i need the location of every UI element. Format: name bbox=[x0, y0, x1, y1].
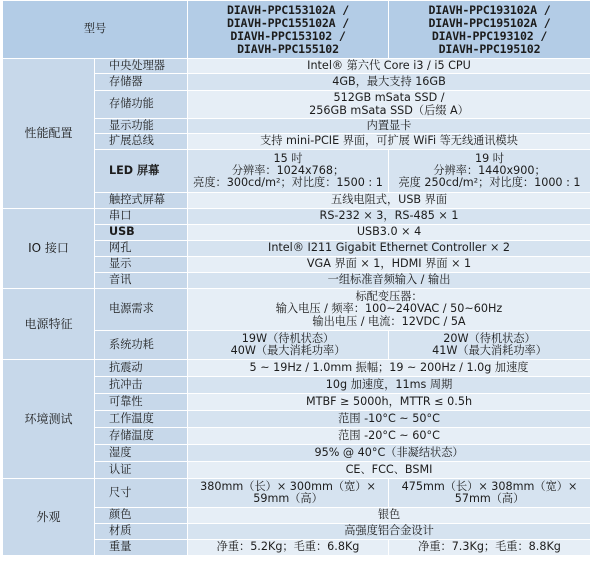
spec-label: 尺寸 bbox=[95, 479, 188, 508]
category-io: IO 接口 bbox=[3, 209, 95, 289]
spec-value-left bbox=[188, 479, 389, 508]
spec-label: 网孔 bbox=[95, 241, 188, 257]
spec-value: 5 ~ 19Hz / 1.0mm 振幅；19 ~ 200Hz / 1.0g 加速度 bbox=[188, 360, 591, 377]
spec-value: USB3.0 × 4 bbox=[188, 225, 591, 241]
category-appearance: 外观 bbox=[3, 479, 95, 556]
spec-value: 内置显卡 bbox=[188, 119, 591, 134]
spec-value: 支持 mini-PCIE 界面，可扩展 WiFi 等无线通讯模块 bbox=[188, 134, 591, 150]
spec-label: 串口 bbox=[95, 209, 188, 225]
spec-value-right bbox=[389, 331, 591, 360]
spec-value bbox=[188, 91, 591, 119]
spec-line: 19W（待机状态） bbox=[241, 331, 335, 345]
spec-line: 57mm（高） bbox=[454, 492, 525, 505]
spec-value: Intel® I211 Gigabit Ethernet Controller × 2 bbox=[188, 241, 591, 257]
spec-value bbox=[188, 289, 591, 331]
spec-line: 475mm（长）× 308mm（宽）× bbox=[401, 479, 578, 493]
spec-label: 颜色 bbox=[95, 508, 188, 524]
spec-label: 中央处理器 bbox=[95, 59, 188, 74]
spec-label: 显示功能 bbox=[95, 119, 188, 134]
spec-value: 高强度铝合金设计 bbox=[188, 524, 591, 540]
model-name: DIAVH-PPC193102 / bbox=[431, 28, 548, 43]
spec-label: 电源需求 bbox=[95, 289, 188, 331]
spec-value: 95% @ 40°C（非凝结状态） bbox=[188, 445, 591, 462]
category-power: 电源特征 bbox=[3, 289, 95, 360]
spec-value: 10g 加速度，11ms 周期 bbox=[188, 377, 591, 394]
spec-label: 系统功耗 bbox=[95, 331, 188, 360]
spec-value: 范围 -20°C ~ 60°C bbox=[188, 428, 591, 445]
spec-label: USB bbox=[95, 225, 188, 241]
spec-line: 41W（最大消耗功率） bbox=[432, 344, 547, 357]
spec-value: VGA 界面 × 1，HDMI 界面 × 1 bbox=[188, 257, 591, 273]
spec-label: 认证 bbox=[95, 462, 188, 479]
spec-line: 512GB mSata SSD / bbox=[333, 91, 445, 105]
spec-line: 亮度：300cd/m²；对比度：1500 : 1 bbox=[193, 176, 383, 190]
spec-label: 存储器 bbox=[95, 74, 188, 91]
spec-label: 抗震动 bbox=[95, 360, 188, 377]
spec-label: 扩展总线 bbox=[95, 134, 188, 150]
model-name: DIAVH-PPC153102A / bbox=[226, 2, 350, 17]
spec-line: 标配变压器： bbox=[355, 290, 423, 304]
spec-line: 分辨率：1440x900； bbox=[433, 163, 546, 177]
spec-label: 材质 bbox=[95, 524, 188, 540]
spec-line: 40W（最大消耗功率） bbox=[230, 344, 346, 357]
spec-row bbox=[3, 479, 591, 508]
spec-value-right: 净重：7.3Kg；毛重：8.8Kg bbox=[389, 540, 591, 556]
spec-line: 380mm（长）× 300mm（宽）× bbox=[200, 479, 376, 493]
header-row bbox=[3, 1, 591, 59]
spec-line: 256GB mSata SSD（后缀 A） bbox=[309, 103, 469, 117]
spec-label: 工作温度 bbox=[95, 411, 188, 428]
spec-value: 一组标准音频输入 / 输出 bbox=[188, 273, 591, 289]
spec-value-right bbox=[389, 479, 591, 508]
spec-label: 存储温度 bbox=[95, 428, 188, 445]
spec-value: 范围 -10°C ~ 50°C bbox=[188, 411, 591, 428]
model-name: DIAVH-PPC195102 bbox=[438, 41, 541, 56]
spec-value: 银色 bbox=[188, 508, 591, 524]
spec-line: 15 吋 bbox=[273, 151, 303, 165]
spec-value: RS-232 × 3，RS-485 × 1 bbox=[188, 209, 591, 225]
spec-value-right bbox=[389, 150, 591, 193]
model-name: DIAVH-PPC155102A / bbox=[226, 15, 350, 30]
spec-row bbox=[3, 59, 591, 74]
model-label: 型号 bbox=[3, 1, 188, 59]
models-left bbox=[188, 1, 389, 59]
spec-label: 显示 bbox=[95, 257, 188, 273]
spec-label: 抗冲击 bbox=[95, 377, 188, 394]
spec-row bbox=[3, 289, 591, 331]
spec-line: 输出电压 / 电流：12VDC / 5A bbox=[312, 314, 466, 328]
spec-line: 19 吋 bbox=[475, 151, 504, 165]
models-right bbox=[389, 1, 591, 59]
category-environment: 环境测试 bbox=[3, 360, 95, 479]
model-name: DIAVH-PPC153102 / bbox=[230, 28, 346, 43]
spec-label: 重量 bbox=[95, 540, 188, 556]
model-name: DIAVH-PPC193102A / bbox=[428, 2, 551, 17]
spec-label: 可靠性 bbox=[95, 394, 188, 411]
spec-value: MTBF ≥ 5000h，MTTR ≤ 0.5h bbox=[188, 394, 591, 411]
spec-table bbox=[2, 0, 591, 556]
spec-value-left bbox=[188, 150, 389, 193]
spec-label: 音讯 bbox=[95, 273, 188, 289]
spec-value: 五线电阻式，USB 界面 bbox=[188, 193, 591, 209]
spec-line: 分辨率：1024x768； bbox=[231, 163, 345, 177]
spec-value: CE、FCC、BSMI bbox=[188, 462, 591, 479]
model-name: DIAVH-PPC195102A / bbox=[428, 15, 551, 30]
spec-value-left: 净重：5.2Kg；毛重：6.8Kg bbox=[188, 540, 389, 556]
spec-line: 20W（待机状态） bbox=[443, 331, 536, 345]
model-name: DIAVH-PPC155102 bbox=[237, 41, 339, 56]
spec-line: 亮度 250cd/m²；对比度：1000 : 1 bbox=[398, 176, 581, 190]
spec-row bbox=[3, 360, 591, 377]
spec-line: 输入电压 / 频率：100~240VAC / 50~60Hz bbox=[275, 302, 503, 316]
spec-label: 存储功能 bbox=[95, 91, 188, 119]
spec-label: 触控式屏幕 bbox=[95, 193, 188, 209]
spec-value: Intel® 第六代 Core i3 / i5 CPU bbox=[188, 59, 591, 74]
spec-row bbox=[3, 209, 591, 225]
spec-value-left bbox=[188, 331, 389, 360]
spec-line: 59mm（高） bbox=[253, 492, 323, 505]
category-performance: 性能配置 bbox=[3, 59, 95, 209]
spec-label: LED 屏幕 bbox=[95, 150, 188, 193]
spec-label: 湿度 bbox=[95, 445, 188, 462]
spec-value: 4GB，最大支持 16GB bbox=[188, 74, 591, 91]
